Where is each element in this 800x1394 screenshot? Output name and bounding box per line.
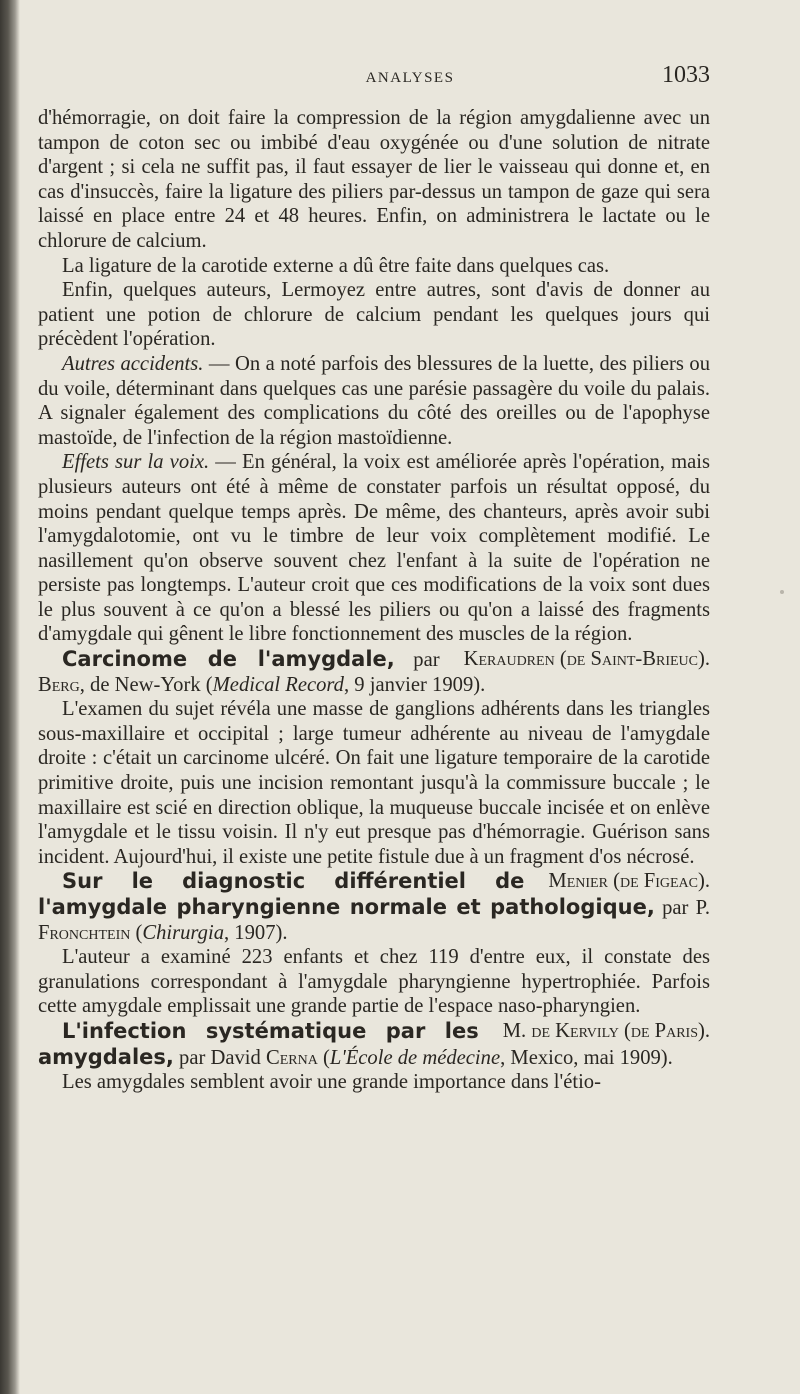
- article-journal-diagnostic: Chirurgia: [142, 921, 224, 944]
- page-header: [110, 60, 710, 100]
- paragraph-diagnostic-body: [38, 945, 710, 1042]
- article-author-carcinome: Berg: [38, 673, 80, 696]
- article-place-carcinome: , de New-York (: [79, 673, 213, 696]
- article-author-diagnostic: Fronchtein: [38, 921, 131, 944]
- article-title-carcinome: Carcinome de l'amygdale,: [62, 647, 395, 672]
- article-paren-diagnostic: (: [130, 921, 143, 944]
- article-journal-carcinome: Medical Record: [212, 673, 344, 696]
- text-diagnostic-body: L'auteur a examiné 223 enfants et chez 119 d'entre eux, il constate des granulations correspondant à l'amygdale pharyngienne hypertrophiée. Parfois cette amygdale emplissait une grande partie de l'espace naso-pharyngien.: [38, 946, 710, 1018]
- article-title-diagnostic: Sur le diagnostic différentiel de l'amygdale pharyngienne normale et pathologique,: [38, 869, 655, 919]
- article-title-infection: L'infection systématique par les amygdales,: [38, 1018, 479, 1069]
- lead-other-accidents: Autres accidents.: [62, 352, 204, 375]
- article-by-carcinome: par: [394, 649, 440, 672]
- signature-menier: Menier (de Figeac).: [548, 870, 710, 893]
- article-paren-infection: (: [317, 1046, 330, 1069]
- text-carcinome-body: L'examen du sujet révéla une masse de ganglions adhérents dans les triangles sous-maxillaire et occipital ; large tumeur adhérente au niveau de l'amygdale droite : c'était un carcinome ulcéré. On fait une ligature temporaire de la carotide primitive droite, puis une incision remontant jusqu'à la commissure buccale ; le maxillaire est scié en direction oblique, la muqueuse buccale incisée et on enlève l'amygdale et le tissu voisin. Il n'y eut presque pas d'hémorragie. Guérison sans incident. Aujourd'hui, il existe une petite fistule due à un fragment d'os nécrosé.: [38, 698, 710, 868]
- text-voice-effects: — En général, la voix est améliorée après l'opération, mais plusieurs auteurs ont été à même de constater parfois un résultat opposé, du moins pendant quelque temps après. De même, des chanteurs, après avoir subi l'amygdalotomie, ont vu le timbre de leur voix complètement modifié. Le nasillement qu'on observe souvent chez l'enfant à la suite de l'opération ne persiste pas longtemps. L'auteur croit que ces modifications de la voix sont dues le plus souvent à ce qu'on a blessé les piliers ou qu'on a laissé des fragments d'amygdale qui gênent le libre fonctionnement des muscles de la région.: [38, 451, 710, 646]
- article-by-infection: par David: [173, 1046, 266, 1069]
- paragraph-infection-body: Les amygdales semblent avoir une grande importance dans l'étio-: [62, 1071, 601, 1094]
- paper-spot: [780, 590, 784, 594]
- paragraph-carotid: La ligature de la carotide externe a dû être faite dans quelques cas.: [62, 254, 610, 277]
- running-title: ANALYSES: [365, 70, 455, 86]
- signature-keraudren: Keraudren (de Saint-Brieuc).: [463, 648, 710, 671]
- article-date-infection: , Mexico, mai 1909).: [500, 1046, 673, 1069]
- article-by-diagnostic: par P.: [654, 897, 710, 919]
- paragraph-calcium: Enfin, quelques auteurs, Lermoyez entre autres, sont d'avis de donner au patient une potion de chlorure de calcium pendant les quelques jours qui précèdent l'opération.: [38, 279, 710, 351]
- text-other-accidents: — On a noté parfois des blessures de la luette, des piliers ou du voile, déterminant dans quelques cas une parésie passagère du voile du palais. A signaler également des complications du côté des oreilles ou de l'apophyse mastoïde, de l'infection de la région mastoïdienne.: [38, 352, 710, 449]
- article-author-infection: Cerna: [265, 1046, 318, 1069]
- paragraph-other-accidents: [38, 352, 710, 450]
- lead-voice-effects: Effets sur la voix.: [62, 451, 210, 474]
- signature-kervily: M. de Kervily (de Paris).: [502, 1019, 710, 1042]
- article-journal-infection: L'École de médecine: [329, 1046, 501, 1069]
- paragraph-carcinome-body: [38, 697, 710, 893]
- page-number: 1033: [662, 62, 710, 88]
- page-body: [38, 106, 710, 1095]
- binding-shadow: [0, 0, 20, 1394]
- article-date-diagnostic: , 1907).: [224, 921, 288, 944]
- article-date-carcinome: , 9 janvier 1909).: [343, 673, 486, 696]
- paragraph-continuation: d'hémorragie, on doit faire la compression de la région amygdalienne avec un tampon de coton sec ou imbibé d'eau oxygénée ou d'une solution de nitrate d'argent ; si cela ne suffit pas, il faut essayer de lier le vaisseau qui donne et, en cas d'insuccès, faire la ligature des piliers par-dessus un tampon de gaze qui sera laissé en place entre 24 et 48 heures. Enfin, on administrera le lactate ou le chlorure de calcium.: [38, 107, 710, 252]
